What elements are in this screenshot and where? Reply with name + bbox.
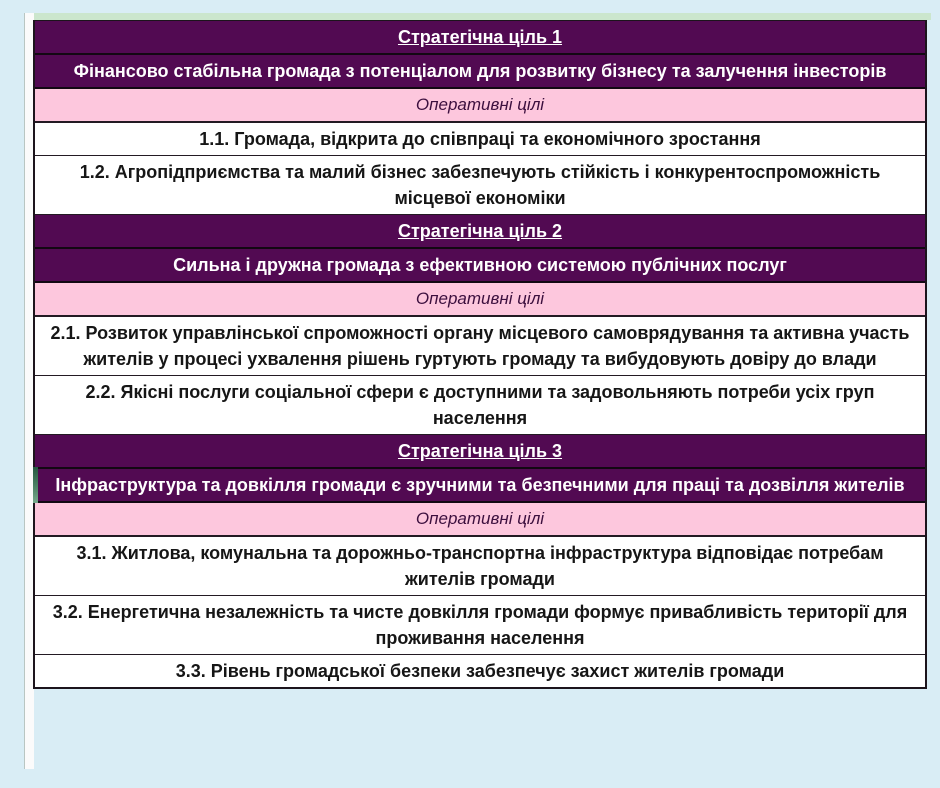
objective-3-2: 3.2. Енергетична незалежність та чисте довкілля громади формує привабливість території для проживання населення <box>35 596 925 655</box>
objective-2-2: 2.2. Якісні послуги соціальної сфери є доступними та задовольняють потреби усіх груп населення <box>35 376 925 435</box>
operational-goals-header-2: Оперативні цілі <box>35 283 925 317</box>
operational-goals-header-3: Оперативні цілі <box>35 503 925 537</box>
objective-1-2: 1.2. Агропідприємства та малий бізнес забезпечують стійкість і конкурентоспроможність місцевої економіки <box>35 156 925 215</box>
strategic-goal-2-header: Стратегічна ціль 2 <box>35 215 925 249</box>
objective-3-3: 3.3. Рівень громадської безпеки забезпечує захист жителів громади <box>35 655 925 687</box>
objective-3-1: 3.1. Житлова, комунальна та дорожньо-транспортна інфраструктура відповідає потребам жителів громади <box>35 537 925 596</box>
strategic-goal-2-description: Сильна і дружна громада з ефективною системою публічних послуг <box>35 249 925 283</box>
adjacent-row-green-strip <box>33 13 931 20</box>
objective-1-1: 1.1. Громада, відкрита до співпраці та економічного зростання <box>35 123 925 156</box>
strategic-goals-table <box>33 20 927 689</box>
green-left-accent <box>33 467 38 503</box>
strategic-goal-3-description <box>35 469 925 503</box>
strategic-goal-1-description: Фінансово стабільна громада з потенціалом для розвитку бізнесу та залучення інвесторів <box>35 55 925 89</box>
strategic-goal-1-header: Стратегічна ціль 1 <box>35 21 925 55</box>
operational-goals-header-1: Оперативні цілі <box>35 89 925 123</box>
strategic-goal-3-header: Стратегічна ціль 3 <box>35 435 925 469</box>
objective-2-1: 2.1. Розвиток управлінської спроможності органу місцевого самоврядування та активна участь жителів у процесі ухвалення рішень гуртують громаду та вибудовують довіру до влади <box>35 317 925 376</box>
strategic-goal-3-description-text: Інфраструктура та довкілля громади є зручними та безпечними для праці та дозвілля жителів <box>55 475 905 495</box>
